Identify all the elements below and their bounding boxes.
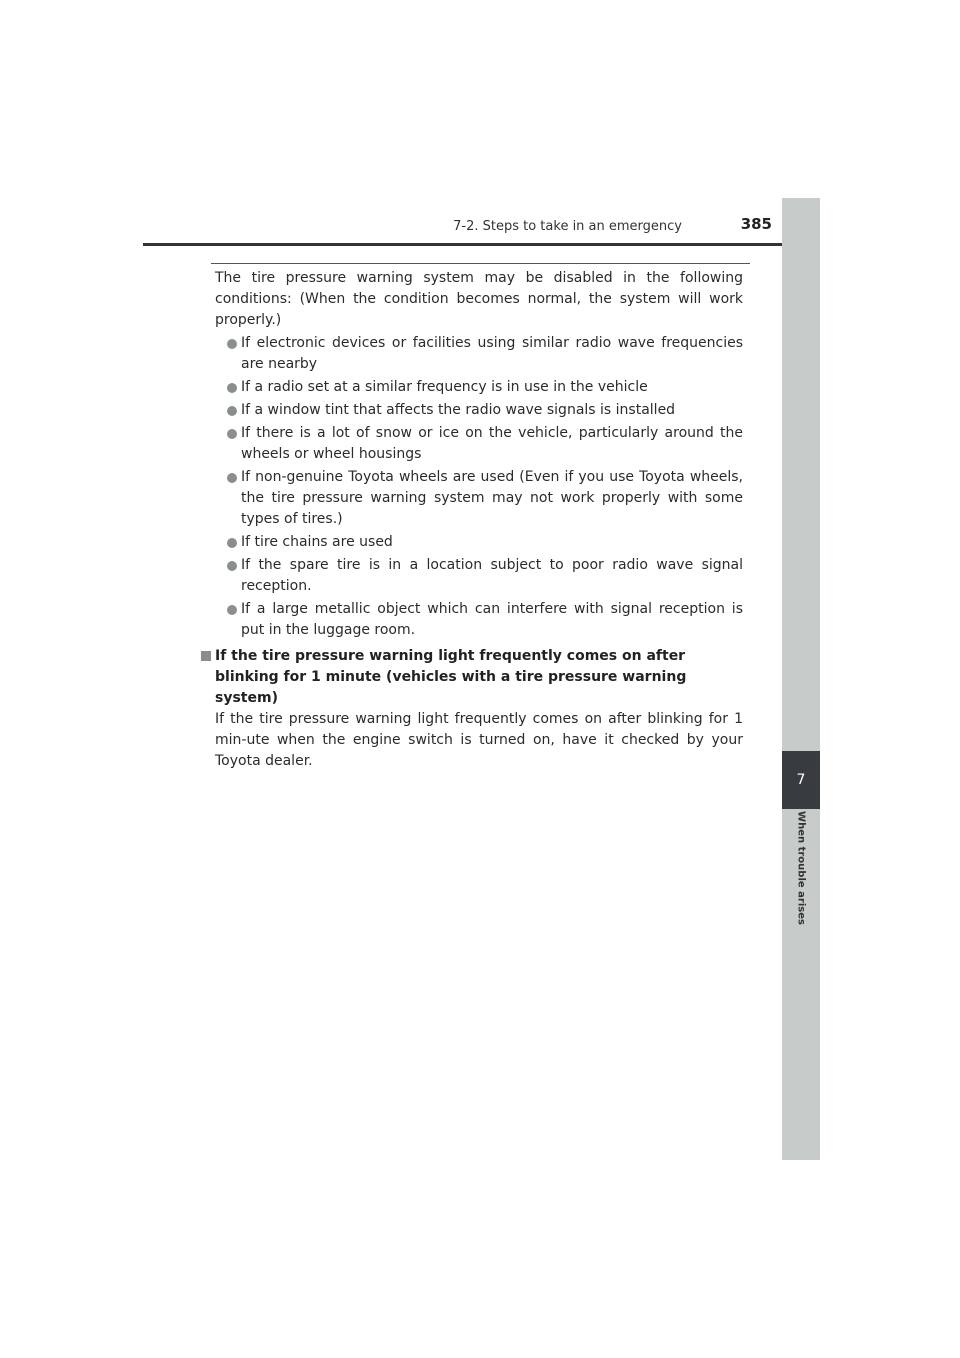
list-item-text: If the spare tire is in a location subject to poor radio wave signal reception. xyxy=(241,557,743,594)
warning-light-section xyxy=(201,646,743,772)
main-content xyxy=(215,268,743,772)
chapter-title: When trouble arises xyxy=(795,811,807,925)
chapter-number-tab xyxy=(782,751,820,809)
bullet-icon xyxy=(227,605,237,615)
list-item-text: If a large metallic object which can interfere with signal reception is put in the luggage room. xyxy=(241,601,743,638)
header-divider xyxy=(143,243,820,246)
list-item-text: If there is a lot of snow or ice on the vehicle, particularly around the wheels or wheel housings xyxy=(241,425,743,462)
chapter-side-tab xyxy=(782,198,820,1160)
section-title: If the tire pressure warning light frequently comes on after blinking for 1 minute (vehicles with a tire pressure warning system) xyxy=(215,648,687,706)
bullet-icon xyxy=(227,406,237,416)
list-item xyxy=(215,555,743,597)
bullet-icon xyxy=(227,538,237,548)
bullet-icon xyxy=(227,339,237,349)
section-divider xyxy=(211,263,750,264)
list-item-text: If tire chains are used xyxy=(241,534,393,550)
list-item xyxy=(215,377,743,398)
bullet-icon xyxy=(227,383,237,393)
list-item-text: If electronic devices or facilities using similar radio wave frequencies are nearby xyxy=(241,335,743,372)
list-item xyxy=(215,423,743,465)
condition-list xyxy=(215,333,743,641)
square-bullet-icon xyxy=(201,651,211,661)
bullet-icon xyxy=(227,561,237,571)
bullet-icon xyxy=(227,473,237,483)
list-item xyxy=(215,400,743,421)
list-item xyxy=(215,532,743,553)
list-item-text: If non-genuine Toyota wheels are used (Even if you use Toyota wheels, the tire pressure warning system may not work properly with some types of tires.) xyxy=(241,469,743,527)
list-item xyxy=(215,333,743,375)
list-item-text: If a window tint that affects the radio wave signals is installed xyxy=(241,402,676,418)
page-number: 385 xyxy=(740,215,772,233)
list-item xyxy=(215,467,743,530)
list-item xyxy=(215,599,743,641)
section-body: If the tire pressure warning light frequently comes on after blinking for 1 min-ute when the engine switch is turned on, have it checked by your Toyota dealer. xyxy=(215,711,743,769)
list-item-text: If a radio set at a similar frequency is in use in the vehicle xyxy=(241,379,648,395)
chapter-number: 7 xyxy=(796,772,806,788)
section-header: 7-2. Steps to take in an emergency xyxy=(453,219,682,234)
intro-paragraph: The tire pressure warning system may be disabled in the following conditions: (When the condition becomes normal, the system will work properly.) xyxy=(215,270,743,328)
bullet-icon xyxy=(227,429,237,439)
